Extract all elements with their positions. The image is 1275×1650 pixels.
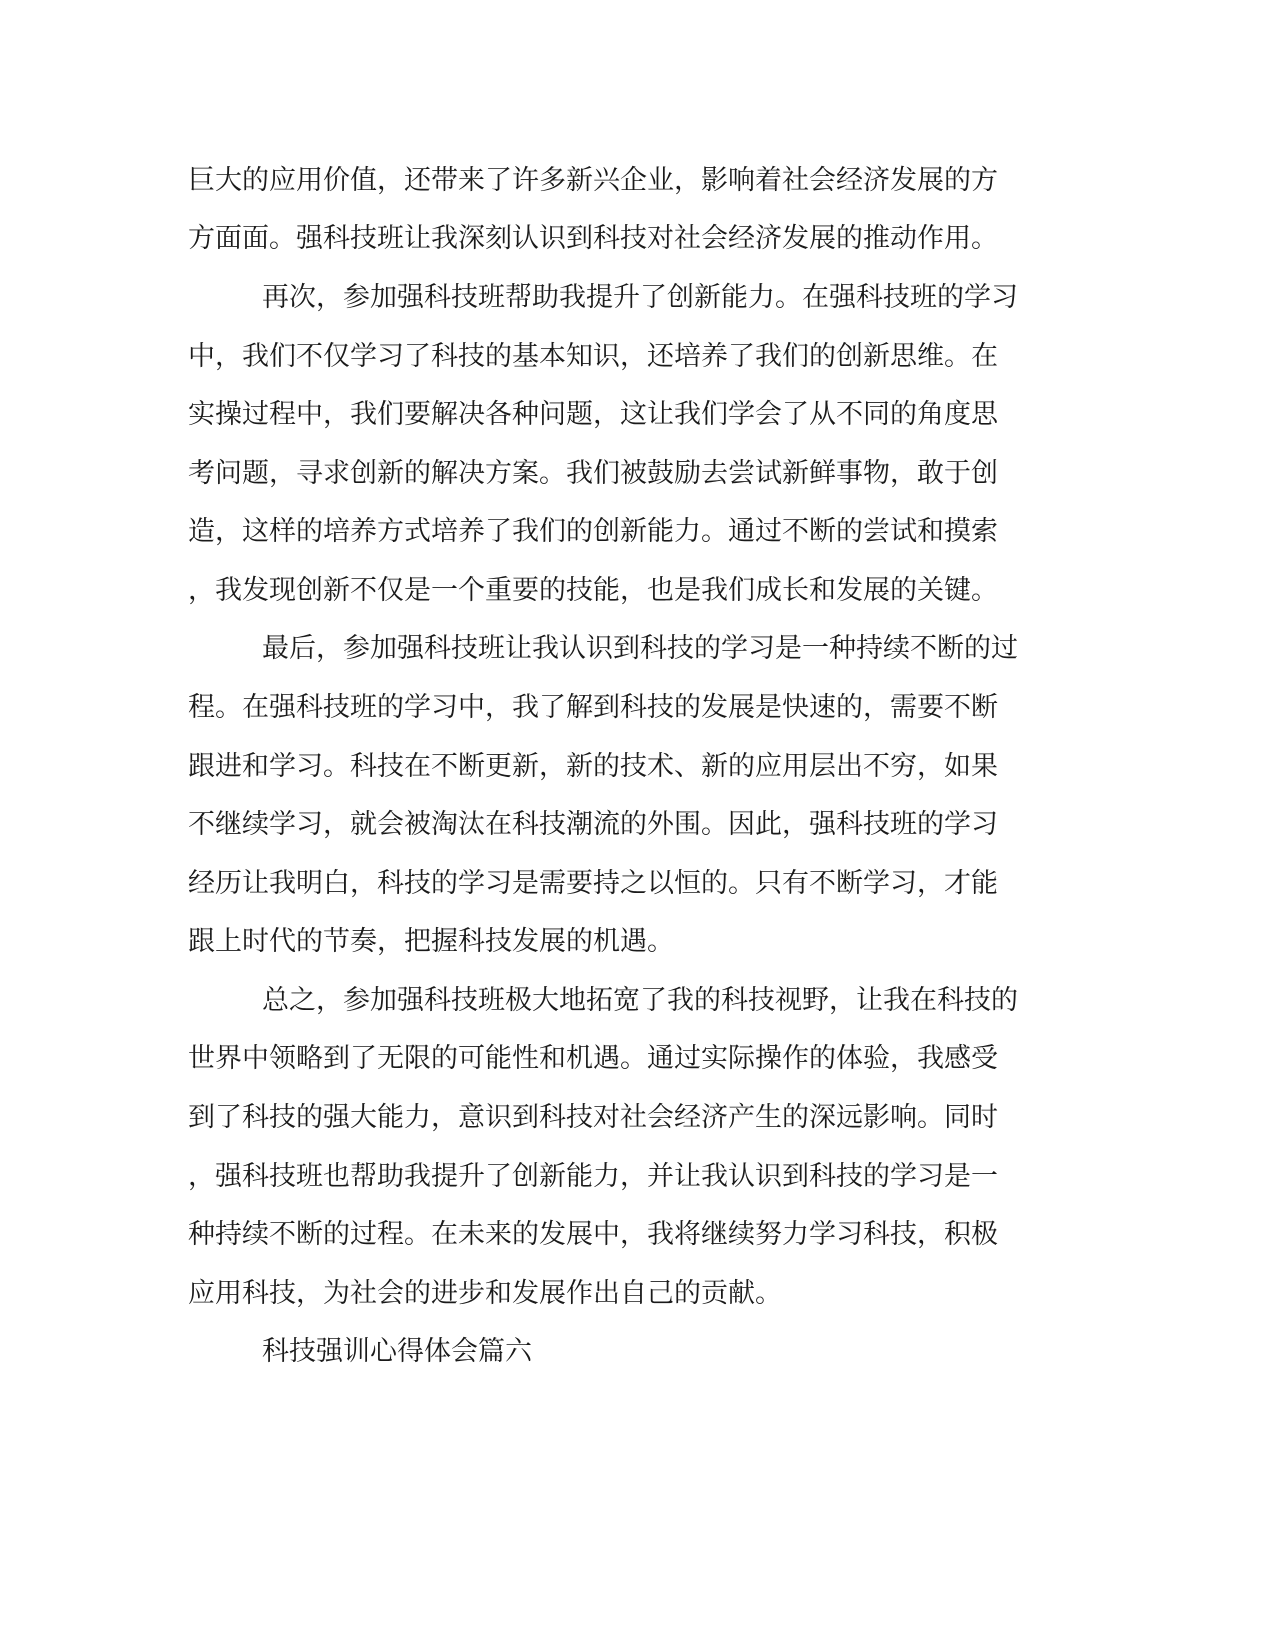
text-line: 世界中领略到了无限的可能性和机遇。通过实际操作的体验，我感受 bbox=[188, 1043, 998, 1074]
text-line: 到了科技的强大能力，意识到科技对社会经济产生的深远影响。同时 bbox=[188, 1102, 998, 1133]
text-line: 经历让我明白，科技的学习是需要持之以恒的。只有不断学习，才能 bbox=[188, 868, 998, 899]
text-line: ，我发现创新不仅是一个重要的技能，也是我们成长和发展的关键。 bbox=[188, 575, 998, 606]
text-line: 中，我们不仅学习了科技的基本知识，还培养了我们的创新思维。在 bbox=[188, 341, 998, 372]
text-line: ，强科技班也帮助我提升了创新能力，并让我认识到科技的学习是一 bbox=[188, 1161, 998, 1192]
text-line: 种持续不断的过程。在未来的发展中，我将继续努力学习科技，积极 bbox=[188, 1219, 998, 1250]
text-line: 应用科技，为社会的进步和发展作出自己的贡献。 bbox=[188, 1278, 782, 1309]
section-heading: 科技强训心得体会篇六 bbox=[262, 1336, 532, 1367]
text-line: 巨大的应用价值，还带来了许多新兴企业，影响着社会经济发展的方 bbox=[188, 165, 998, 196]
text-line: 考问题，寻求创新的解决方案。我们被鼓励去尝试新鲜事物，敢于创 bbox=[188, 458, 998, 489]
text-line: 实操过程中，我们要解决各种问题，这让我们学会了从不同的角度思 bbox=[188, 399, 998, 430]
text-line: 跟进和学习。科技在不断更新，新的技术、新的应用层出不穷，如果 bbox=[188, 751, 998, 782]
paragraph-start-line: 总之，参加强科技班极大地拓宽了我的科技视野，让我在科技的 bbox=[262, 985, 1018, 1016]
paragraph-start-line: 再次，参加强科技班帮助我提升了创新能力。在强科技班的学习 bbox=[262, 282, 1018, 313]
text-line: 不继续学习，就会被淘汰在科技潮流的外围。因此，强科技班的学习 bbox=[188, 809, 998, 840]
text-line: 造，这样的培养方式培养了我们的创新能力。通过不断的尝试和摸索 bbox=[188, 516, 998, 547]
text-line: 跟上时代的节奏，把握科技发展的机遇。 bbox=[188, 926, 674, 957]
text-line: 方面面。强科技班让我深刻认识到科技对社会经济发展的推动作用。 bbox=[188, 223, 998, 254]
text-line: 程。在强科技班的学习中，我了解到科技的发展是快速的，需要不断 bbox=[188, 692, 998, 723]
paragraph-start-line: 最后，参加强科技班让我认识到科技的学习是一种持续不断的过 bbox=[262, 633, 1018, 664]
